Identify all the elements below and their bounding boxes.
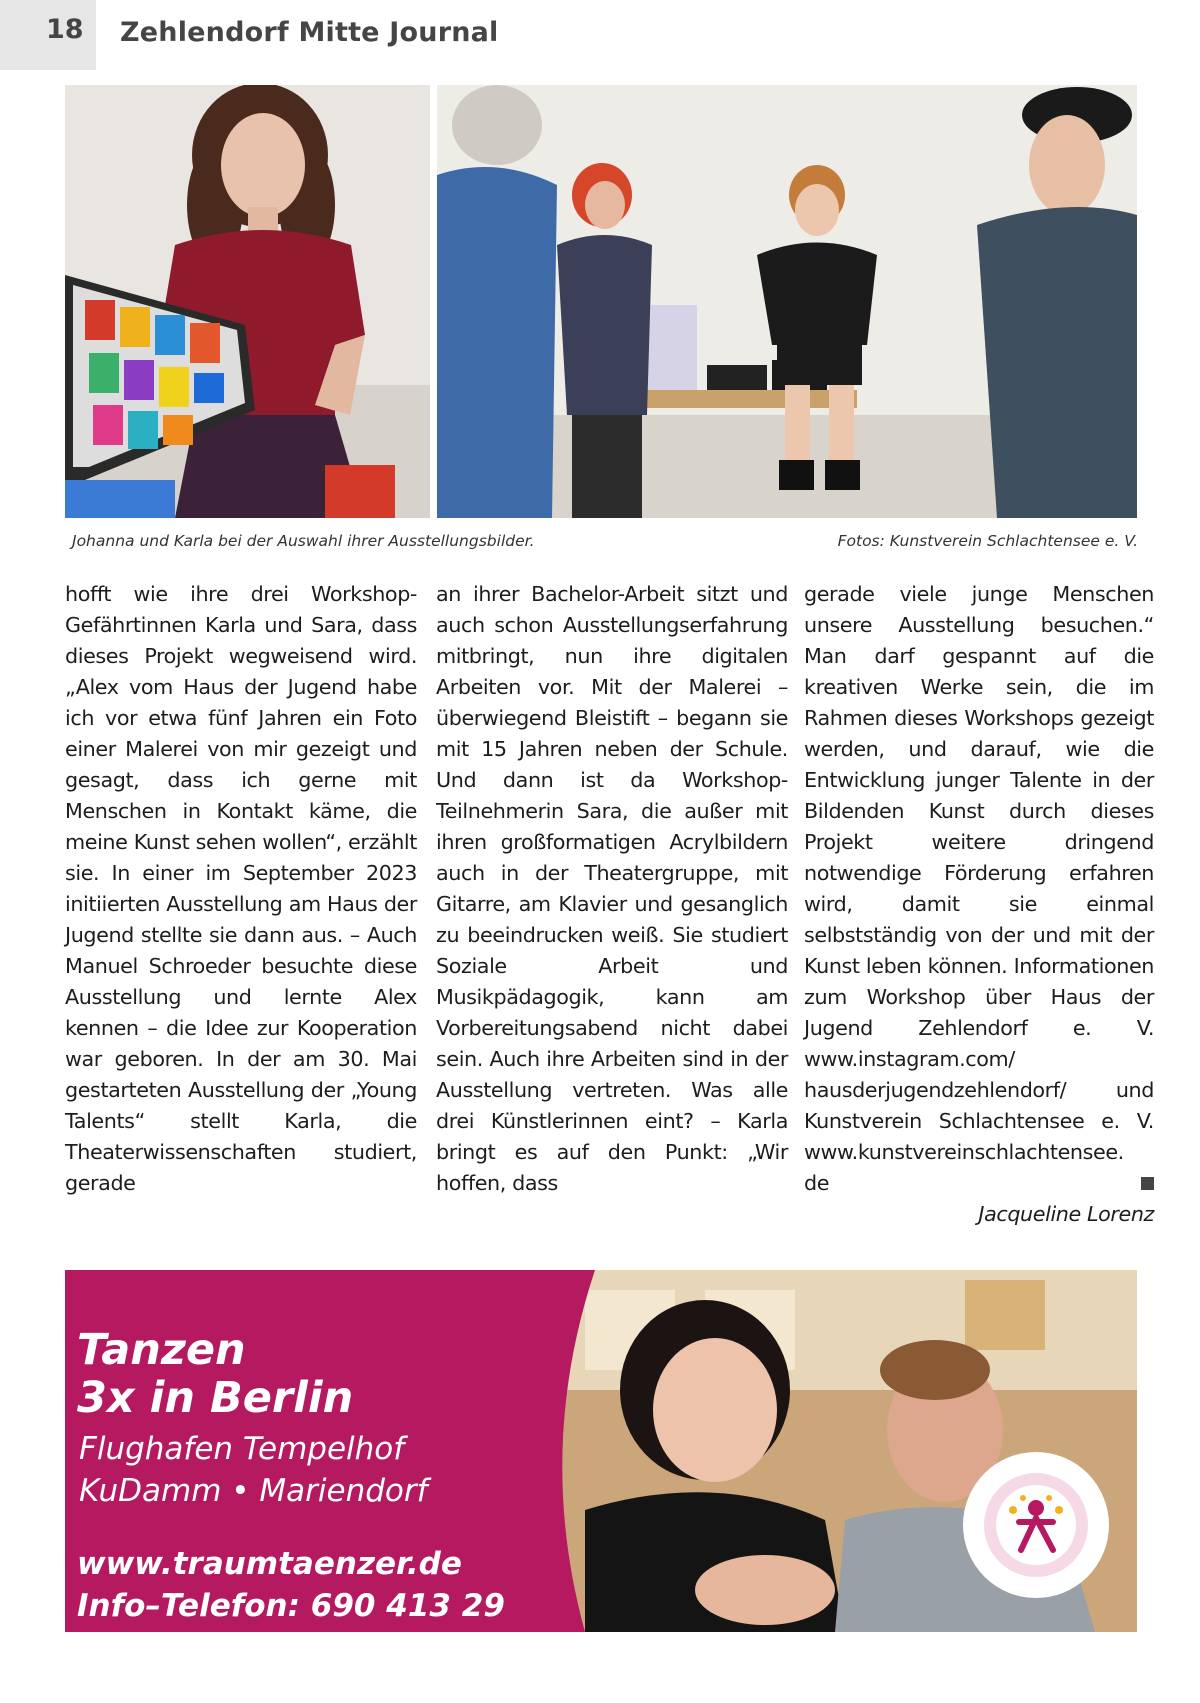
ad-phone-number[interactable]: Info–Telefon: 690 413 29 bbox=[77, 1588, 505, 1624]
traumtaenzer-logo-icon bbox=[961, 1450, 1111, 1600]
traumtaenzer-advertisement[interactable] bbox=[65, 1270, 1137, 1632]
ad-location-line-1: Flughafen Tempelhof bbox=[79, 1431, 405, 1467]
journal-title: Zehlendorf Mitte Journal bbox=[120, 17, 499, 48]
photo-caption: Johanna und Karla bei der Auswahl ihrer Ausstellungsbilder. bbox=[72, 532, 535, 550]
ad-headline bbox=[77, 1326, 353, 1422]
ad-headline-line-1: Tanzen bbox=[77, 1325, 246, 1375]
page-number: 18 bbox=[46, 14, 84, 45]
ad-location-line-2: KuDamm • Mariendorf bbox=[79, 1473, 428, 1509]
photo-johanna-image bbox=[65, 85, 430, 518]
photo-workshop-group-image bbox=[437, 85, 1137, 518]
ad-locations bbox=[79, 1428, 428, 1512]
article-column-3 bbox=[804, 579, 1154, 1230]
end-of-article-mark bbox=[1141, 1177, 1154, 1190]
photo-johanna bbox=[65, 85, 430, 518]
article-column-1: hofft wie ihre drei Workshop-Gefährtinnen Karla und Sara, dass dieses Projekt wegweisend wird. „Alex vom Haus der Jugend habe ich vor etwa fünf Jahren ein Foto einer Malerei von mir gezeigt und gesagt, dass ich gerne mit Menschen in Kontakt käme, die meine Kunst sehen wollen“, erzählt sie. In einer im September 2023 initiierten Ausstellung am Haus der Jugend stellte sie dann aus. – Auch Manuel Schroeder besuchte diese Ausstellung und lernte Alex kennen – die Idee zur Kooperation war geboren. In der am 30. Mai gestarteten Ausstellung der „Young Talents“ stellt Karla, die Theaterwissenschaften studiert, gerade bbox=[65, 582, 417, 1195]
ad-website-link[interactable]: www.traumtaenzer.de bbox=[77, 1546, 462, 1582]
photo-workshop-group bbox=[437, 85, 1137, 518]
ad-headline-line-2: 3x in Berlin bbox=[77, 1373, 354, 1423]
article-author: Jacqueline Lorenz bbox=[978, 1202, 1154, 1226]
article-column-2: an ihrer Bachelor-Arbeit sitzt und auch schon Ausstellungserfahrung mitbringt, nun ihre digitalen Arbeiten vor. Mit der Malerei – überwiegend Bleistift – begann sie mit 15 Jahren neben der Schule. Und dann ist da Workshop-Teilnehmerin Sara, die außer mit ihren großformatigen Acrylbildern auch in der Theatergruppe, mit Gitarre, am Klavier und gesanglich zu beeindrucken weiß. Sie studiert Soziale Arbeit und Musikpädagogik, kann am Vorbereitungsabend nicht dabei sein. Auch ihre Arbeiten sind in der Ausstellung vertreten. Was alle drei Künstlerinnen eint? – Karla bringt es auf den Punkt: „Wir hoffen, dass bbox=[436, 582, 788, 1195]
photo-credit: Fotos: Kunstverein Schlachtensee e. V. bbox=[837, 532, 1138, 550]
article-column-3-text: gerade viele junge Menschen unsere Ausstellung besuchen.“ Man darf gespannt auf die kreativen Werke sein, die im Rahmen dieses Workshops gezeigt werden, und darauf, wie die Entwicklung junger Talente in der Bildenden Kunst durch dieses Projekt weitere dringend notwendige Förderung erfahren wird, damit sie einmal selbstständig von der und mit der Kunst leben können. Informationen zum Workshop über Haus der Jugend Zehlendorf e. V. www.instagram.com/ hausderjugendzehlendorf/ und Kunstverein Schlachtensee e. V. www.kunstvereinschlachtensee. de bbox=[804, 582, 1154, 1195]
page-number-box bbox=[0, 0, 96, 70]
